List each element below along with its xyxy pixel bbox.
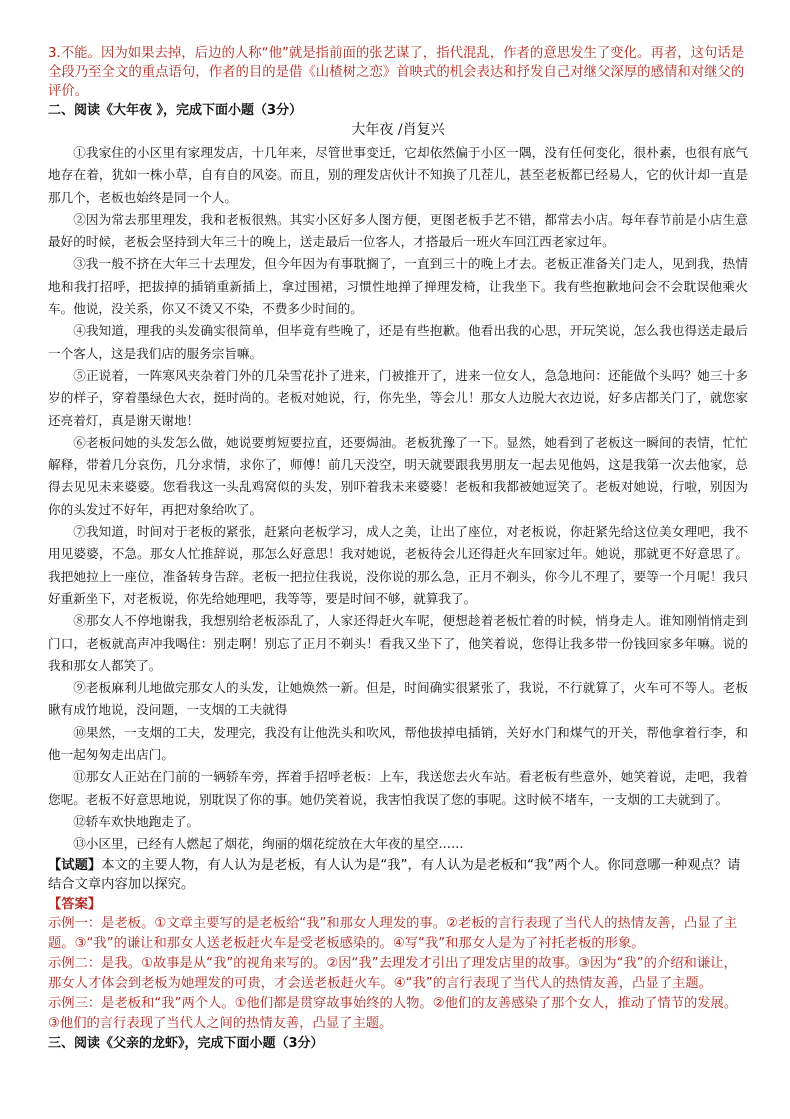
answer-example: 示例一：是老板。①文章主要写的是老板给“我”和那女人理发的事。②老板的言行表现了当代人的热情友善，凸显了主题。③“我”的谦让和那女人送老板赶火车是受老板感染的。④写“我”和那女人是为了衬托老板的形象。 — [48, 916, 738, 951]
answer-label: 【答案】 — [48, 896, 102, 912]
story-paragraph: ⑫轿车欢快地跑走了。 — [73, 813, 200, 829]
story-paragraph: ④我知道，理我的头发确实很简单，但毕竟有些晚了，还是有些抱歉。他看出我的心思，开玩笑说，怎么我也得送走最后一个客人，这是我们店的服务宗旨嘛。 — [48, 323, 748, 361]
story-body — [48, 142, 748, 856]
story-paragraph: ⑪那女人正站在门前的一辆轿车旁，挥着手招呼老板：上车，我送您去火车站。看老板有些意外，她笑着说，走吧，我着您呢。老板不好意思地说，别耽误了你的事。她仍笑着说，我害怕我误了您的事呢。这时候不堵车，一支烟的工夫就到了。 — [48, 769, 748, 807]
question-tag: 【试题】 — [48, 857, 102, 873]
answer-example: 示例二：是我。①故事是从“我”的视角来写的。②因“我”去理发才引出了理发店里的故事。③因为“我”的介绍和谦让，那女人才体会到老板为她理发的可贵，才会送老板赶火车。④“我”的言行表现了当代人的热情友善，凸显了主题。 — [48, 956, 737, 991]
question-text: 本文的主要人物，有人认为是老板，有人认为是“我”，有人认为是老板和“我”两个人。你同意哪一种观点？请结合文章内容加以探究。 — [48, 857, 741, 892]
story-paragraph: ⑤正说着，一阵寒风夹杂着门外的几朵雪花扑了进来，门被推开了，进来一位女人，急急地问：还能做个头吗？她三十多岁的样子，穿着墨绿色大衣，挺时尚的。老板对她说，行，你先坐，等会儿！那女人边脱大衣边说，好多店都关门了，就您家还亮着灯，真是谢天谢地！ — [48, 367, 748, 428]
story-paragraph: ⑩果然，一支烟的工夫，发理完，我没有让他洗头和吹风，帮他拔掉电插销，关好水门和煤气的开关，帮他拿着行李，和他一起匆匆走出店门。 — [48, 724, 748, 763]
answer-example: 示例三：是老板和“我”两个人。①他们都是贯穿故事始终的人物。②他们的友善感染了那个女人，推动了情节的发展。③他们的言行表现了当代人之间的热情友善，凸显了主题。 — [48, 996, 738, 1031]
story-paragraph: ①我家住的小区里有家理发店，十几年来，尽管世事变迁，它却依然偏于小区一隅，没有任何变化，很朴素，也很有底气地存在着，犹如一株小草，自有自的风姿。而且，别的理发店伙计不知换了几茬儿，甚至老板都已经易人，它的伙计却一直是那几个，老板也始终是同一个人。 — [48, 145, 748, 205]
previous-answer-text: 3.不能。因为如果去掉，后边的人称“他”就是指前面的张艺谋了，指代混乱，作者的意思发生了变化。再者，这句话是全段乃至全文的重点语句，作者的目的是借《山楂树之恋》首映式的机会表达和抒发自己对继父深厚的感情和对继父的评价。 — [48, 46, 745, 99]
story-paragraph: ②因为常去那里理发，我和老板很熟。其实小区好多人图方便，更图老板手艺不错，都常去小店。每年春节前是小店生意最好的时候，老板会坚持到大年三十的晚上，送走最后一位客人，才搭最后一班火车回江西老家过年。 — [48, 211, 748, 250]
story-paragraph: ⑧那女人不停地谢我，我想别给老板添乱了，人家还得赶火车呢，便想趁着老板忙着的时候，悄身走人。谁知刚悄悄走到门口，老板就高声冲我喝住：别走啊！别忘了正月不剃头！看我又坐下了，他笑着说，您得让我多带一份钱回家多年嘛。说的我和那女人都笑了。 — [48, 613, 748, 673]
story-paragraph: ⑥老板问她的头发怎么做，她说要剪短要拉直，还要焗油。老板犹豫了一下。显然，她看到了老板这一瞬间的表情，忙忙解释，带着几分哀伤，几分求情，求你了，师傅！前几天没空，明天就要跟我男朋友一起去见他妈，这是我第一次去他家，总得去见见未来婆婆。您看我这一头乱鸡窝似的头发，别吓着我未来婆婆！老板和我都被她逗笑了。老板对她说，行啦，别因为你的头发过不好年，再把对象给吹了。 — [48, 434, 748, 517]
story-paragraph: ⑦我知道，时间对于老板的紧张，赶紧向老板学习，成人之美，让出了座位，对老板说，你赶紧先给这位美女理吧，我不用见婆婆，不急。那女人忙推辞说，那怎么好意思！我对她说，老板待会儿还得赶火车回家过年。她说，那就更不好意思了。我把她拉上一座位，准备转身告辞。老板一把拉住我说，没你说的那么急，正月不剃头，你今儿不理了，要等一个月呢！我只好重新坐下，对老板说，你先给她理吧，我等等，要是时间不够，就算我了。 — [48, 524, 748, 606]
section-2-heading: 二、阅读《大年夜 》，完成下面小题（3分） — [48, 103, 303, 118]
story-title: 大年夜 /肖复兴 — [351, 122, 445, 138]
section-3-heading: 三、阅读《父亲的龙虾》，完成下面小题（3分） — [48, 1036, 324, 1051]
question — [48, 856, 748, 895]
story-paragraph: ③我一般不挤在大年三十去理发，但今年因为有事耽搁了，一直到三十的晚上才去。老板正准备关门走人，见到我，热情地和我打招呼，把拔掉的插销重新插上，拿过围裙，习惯性地掸了掸理发椅，让我坐下。我有些抱歉地问会不会耽误他乘火车。他说，没关系，你又不烫又不染，不费多少时间的。 — [48, 256, 748, 317]
story-paragraph: ⑬小区里，已经有人燃起了烟花，绚丽的烟花绽放在大年夜的星空…… — [73, 836, 464, 852]
story-paragraph: ⑨老板麻利儿地做完那女人的头发，让她焕然一新。但是，时间确实很紧张了，我说，不行就算了，火车可不等人。老板瞅有成竹地说，没问题，一支烟的工夫就得 — [48, 680, 748, 718]
